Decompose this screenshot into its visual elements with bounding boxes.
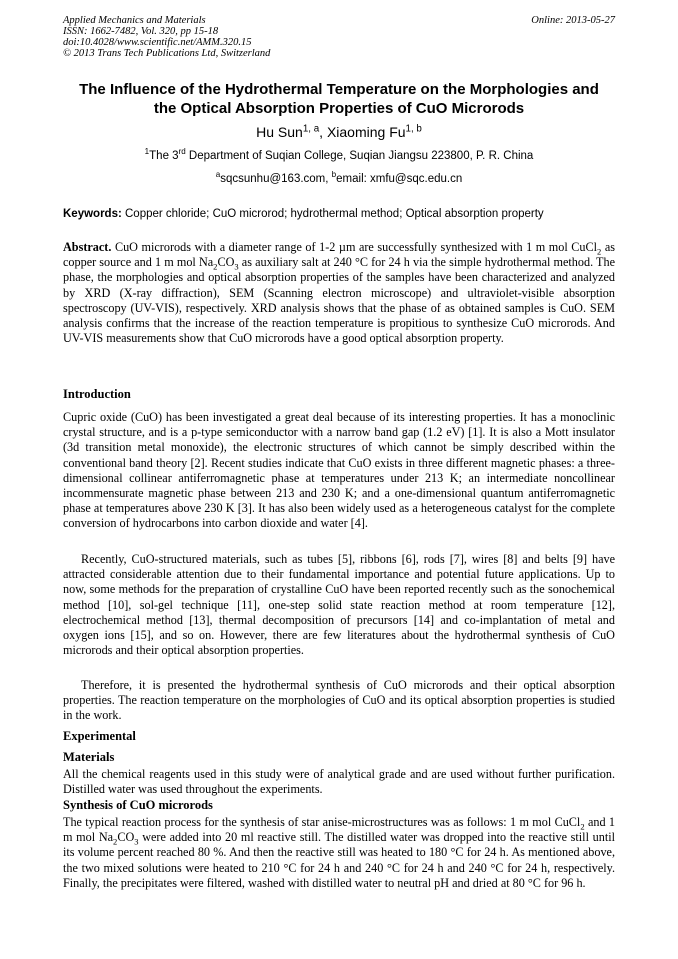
synthesis-sub: 2 xyxy=(580,821,585,832)
intro-paragraph-2: Recently, CuO-structured materials, such as tubes [5], ribbons [6], rods [7], wires [8] and belts [9] have attracted considerable attention due to their fundamental importance and potential future applications. Up to now, some methods for the preparation of crystalline CuO have been reported recently such as the sonochemical method [10], sol-gel technique [11], one-step solid state reaction method at room temperature [12], electrochemical method [13], thermal decomposition of precursors [14] and co-implantation of metal and oxygen ions [15], and so on. However, there are few literatures about the hydrothermal synthesis of CuO microrods and their optical absorption properties. xyxy=(63,552,615,658)
email-a-sup: a xyxy=(215,170,221,180)
copyright-line: © 2013 Trans Tech Publications Ltd, Switzerland xyxy=(63,48,271,59)
synthesis-sub: 3 xyxy=(134,836,139,847)
materials-heading: Materials xyxy=(63,750,115,764)
introduction-heading: Introduction xyxy=(63,387,131,401)
abstract-label: Abstract. xyxy=(63,240,112,254)
issn-line: ISSN: 1662-7482, Vol. 320, pp 15-18 xyxy=(63,26,219,37)
synthesis-sub: 2 xyxy=(113,836,118,847)
journal-header xyxy=(63,15,615,59)
journal-name: Applied Mechanics and Materials xyxy=(63,15,206,26)
email-b-sup: b xyxy=(331,170,337,180)
abstract xyxy=(63,240,615,346)
synthesis-text: CO xyxy=(117,830,135,845)
keywords-text: Copper chloride; CuO microrod; hydrothermal method; Optical absorption property xyxy=(121,208,544,220)
doi-line: doi:10.4028/www.scientific.net/AMM.320.15 xyxy=(63,37,252,48)
author-separator: , xyxy=(319,124,327,140)
synthesis-heading: Synthesis of CuO microrods xyxy=(63,798,213,812)
affil-num: 1 xyxy=(144,147,150,157)
author-emails xyxy=(0,172,678,186)
synthesis-text: were added into 20 ml reactive still. The distilled water was dropped into the reactive still until its volume percent reached 80 %. And then the reactive still was heated to 180 °C for 24 h. As mentioned above, the two mixed solutions were heated to 210 °C for 24 h and 240 °C for 24 h and 240 °C for 24 h, respectively. Finally, the precipitates were filtered, washed with distilled water to neutral pH and dried at 80 °C for 96 h. xyxy=(63,830,615,890)
author-2: Xiaoming Fu xyxy=(326,124,406,140)
abstract-text: as auxiliary salt at 240 °C for 24 h via the simple hydrothermal method. The phase, the morphologies and optical absorption properties of the samples have been characterized and analyzed by XRD (X-ray diffraction), SEM (Scanning electron microscope) and ultraviolet-visible absorption spectroscopy (UV-VIS), respectively. XRD analysis shows that the phase of as obtained samples is CuO. SEM analysis confirms that the increase of the reaction temperature is propitious to synthesize CuO microrods. And UV-VIS measurements show that CuO microrods have a good optical absorption property. xyxy=(63,255,616,346)
author-2-affil: 1, b xyxy=(405,123,422,135)
affiliation xyxy=(0,149,678,163)
title-line-1: The Influence of the Hydrothermal Temperature on the Morphologies and xyxy=(79,81,599,98)
email-b: email: xmfu@sqc.edu.cn xyxy=(336,173,463,185)
abstract-text: CO xyxy=(217,255,235,270)
abstract-sub: 3 xyxy=(234,261,239,272)
keywords-label: Keywords: xyxy=(63,208,122,220)
abstract-sub: 2 xyxy=(213,261,218,272)
title-line-2: the Optical Absorption Properties of CuO Microrods xyxy=(153,100,525,117)
author-1: Hu Sun xyxy=(256,124,303,140)
intro-paragraph-3: Therefore, it is presented the hydrothermal synthesis of CuO microrods and their optical absorption properties. The reaction temperature on the morphologies of CuO and its optical absorption properties is studied in the work. xyxy=(63,678,615,723)
affil-text-pre: The 3 xyxy=(149,150,179,162)
abstract-sub: 2 xyxy=(597,246,602,257)
materials-paragraph: All the chemical reagents used in this study were of analytical grade and are used without further purification. Distilled water was used throughout the experiments. xyxy=(63,767,615,797)
email-a: sqcsunhu@163.com, xyxy=(220,173,332,185)
intro-paragraph-1: Cupric oxide (CuO) has been investigated a great deal because of its interesting properties. It has a monoclinic crystal structure, and is a p-type semiconductor with a narrow band gap (1.2 eV) [1]. It is also a Mott insulator (3d transition metal monoxide), the electronic structures of which cannot be simply described within the conventional band theory [2]. Recent studies indicate that CuO exists in three different magnetic phases: a three-dimensional collinear antiferromagnetic phase at temperatures under 213 K; an intermediate noncollinear incommensurate magnetic phase between 213 and 230 K; and a one-dimensional quantum antiferromagnetic phase at temperatures above 230 K [3]. It has also been widely used as a heterogeneous catalyst for the complete conversion of hydrocarbons into carbon dioxide and water [4]. xyxy=(63,410,615,531)
paper-title xyxy=(56,80,622,118)
author-list xyxy=(0,123,678,141)
affil-ordinal: rd xyxy=(178,147,186,157)
author-1-affil: 1, a xyxy=(302,123,320,135)
synthesis-text: The typical reaction process for the synthesis of star anise-microstructures was as follows: 1 m mol CuCl xyxy=(63,815,581,829)
synthesis-text: and 1 m mol Na xyxy=(63,815,615,845)
synthesis-paragraph xyxy=(63,815,615,891)
abstract-text: as copper source and 1 m mol Na xyxy=(63,240,615,270)
affil-text-post: Department of Suqian College, Suqian Jiangsu 223800, P. R. China xyxy=(185,150,534,162)
experimental-heading: Experimental xyxy=(63,729,136,743)
keywords xyxy=(63,207,623,221)
abstract-text: CuO microrods with a diameter range of 1-2 µm are successfully synthesized with 1 m mol CuCl xyxy=(111,240,598,254)
online-date: Online: 2013-05-27 xyxy=(531,15,615,26)
